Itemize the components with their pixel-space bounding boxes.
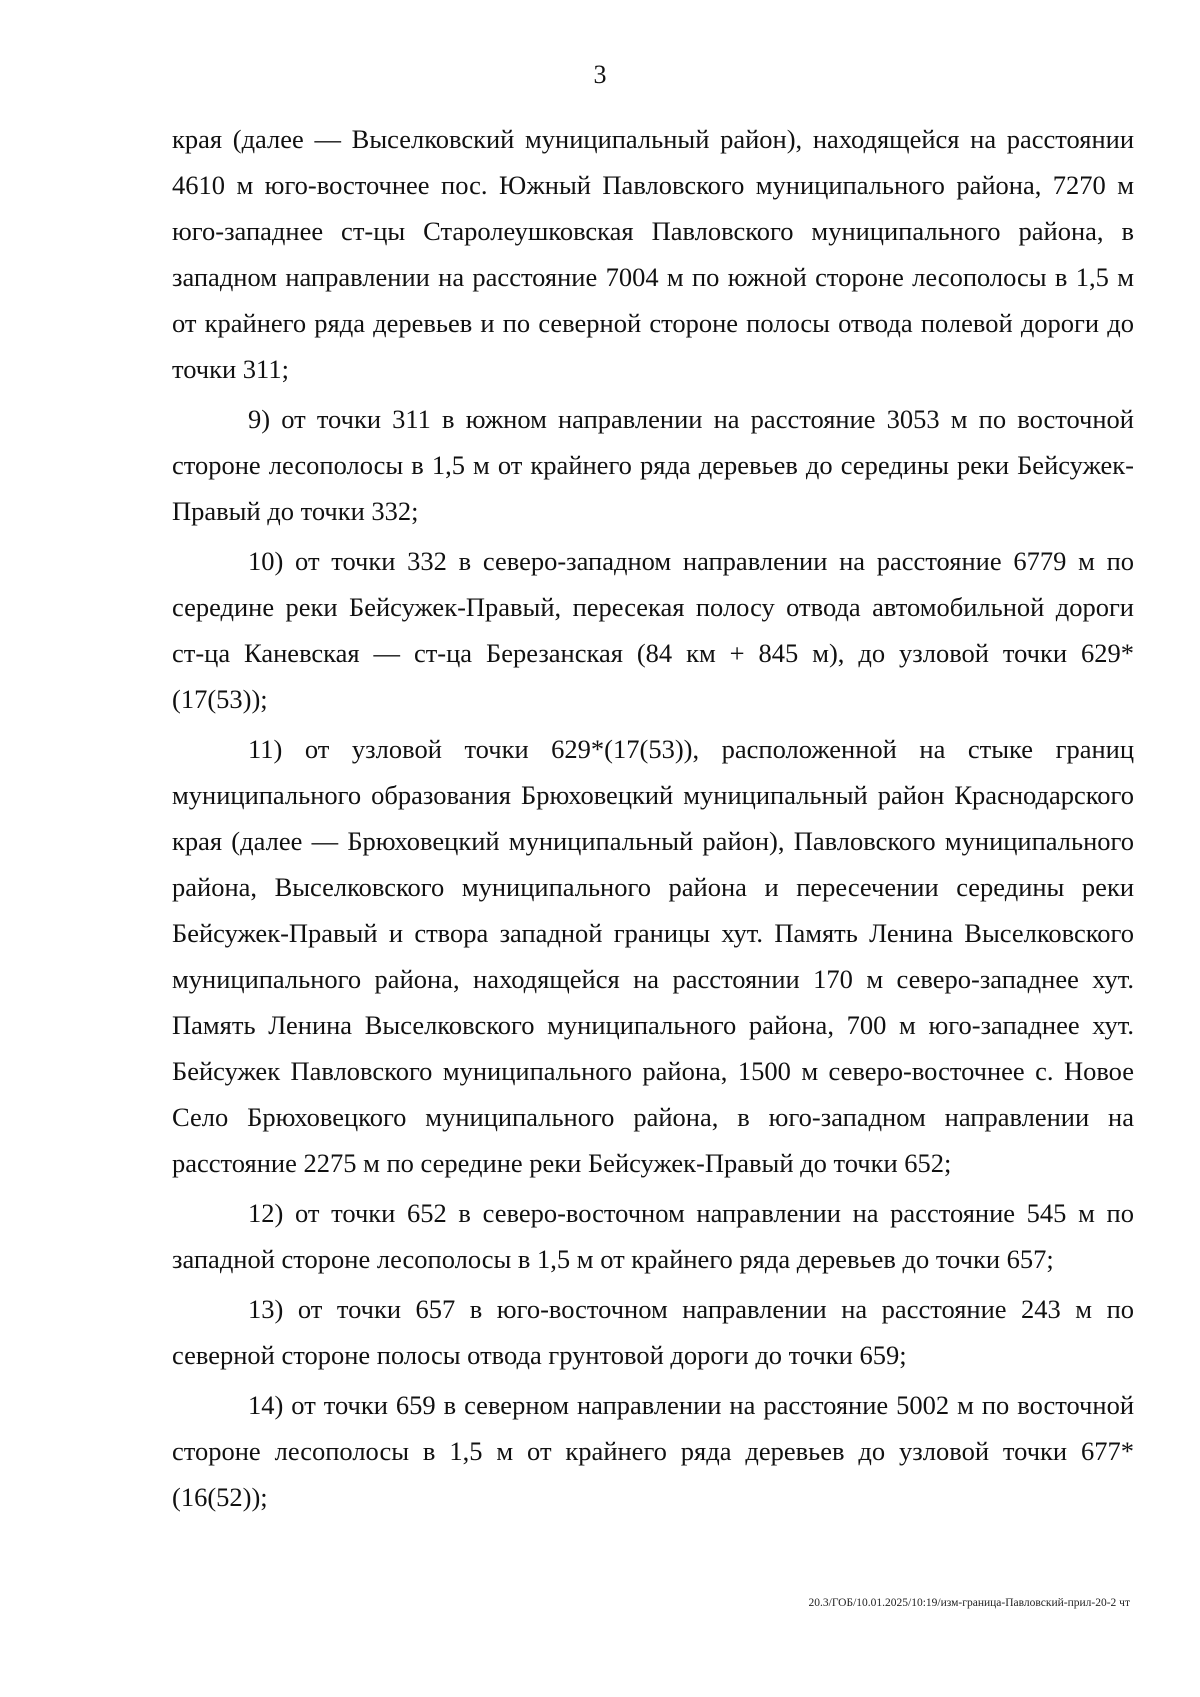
paragraph-item-11: 11) от узловой точки 629*(17(53)), расположенной на стыке границ муниципального образования Брюховецкий муниципальный район Краснодарского края (далее — Брюховецкий муниципальный район), Павловского муниципального района, Выселковского муниципального района и пересечении середины реки Бейсужек-Правый и створа западной границы хут. Память Ленина Выселковского муниципального района, находящейся на расстоянии 170 м северо-западнее хут. Память Ленина Выселковского муниципального района, 700 м юго-западнее хут. Бейсужек Павловского муниципального района, 1500 м северо-восточнее с. Новое Село Брюховецкого муниципального района, в юго-западном направлении на расстояние 2275 м по середине реки Бейсужек-Правый до точки 652; <box>172 734 1134 1178</box>
page-number: 3 <box>593 60 607 89</box>
paragraph-item-9: 9) от точки 311 в южном направлении на расстояние 3053 м по восточной стороне лесополосы в 1,5 м от крайнего ряда деревьев до середины реки Бейсужек-Правый до точки 332; <box>172 404 1134 526</box>
document-body <box>172 116 1134 1524</box>
paragraph-item-10: 10) от точки 332 в северо-западном направлении на расстояние 6779 м по середине реки Бейсужек-Правый, пересекая полосу отвода автомобильной дороги ст-ца Каневская — ст-ца Березанская (84 км + 845 м), до узловой точки 629*(17(53)); <box>172 546 1134 714</box>
paragraph-item-12: 12) от точки 652 в северо-восточном направлении на расстояние 545 м по западной стороне лесополосы в 1,5 м от крайнего ряда деревьев до точки 657; <box>172 1198 1134 1274</box>
paragraph-item-14: 14) от точки 659 в северном направлении на расстояние 5002 м по восточной стороне лесополосы в 1,5 м от крайнего ряда деревьев до узловой точки 677*(16(52)); <box>172 1390 1134 1512</box>
document-footer-code: 20.3/ГОБ/10.01.2025/10:19/изм-граница-Павловский-прил-20-2 чт <box>808 1597 1130 1609</box>
paragraph-continuation: края (далее — Выселковский муниципальный район), находящейся на расстоянии 4610 м юго-восточнее пос. Южный Павловского муниципального района, 7270 м юго-западнее ст-цы Старолеушковская Павловского муниципального района, в западном направлении на расстояние 7004 м по южной стороне лесополосы в 1,5 м от крайнего ряда деревьев и по северной стороне полосы отвода полевой дороги до точки 311; <box>172 124 1134 384</box>
paragraph-item-13: 13) от точки 657 в юго-восточном направлении на расстояние 243 м по северной стороне полосы отвода грунтовой дороги до точки 659; <box>172 1294 1134 1370</box>
